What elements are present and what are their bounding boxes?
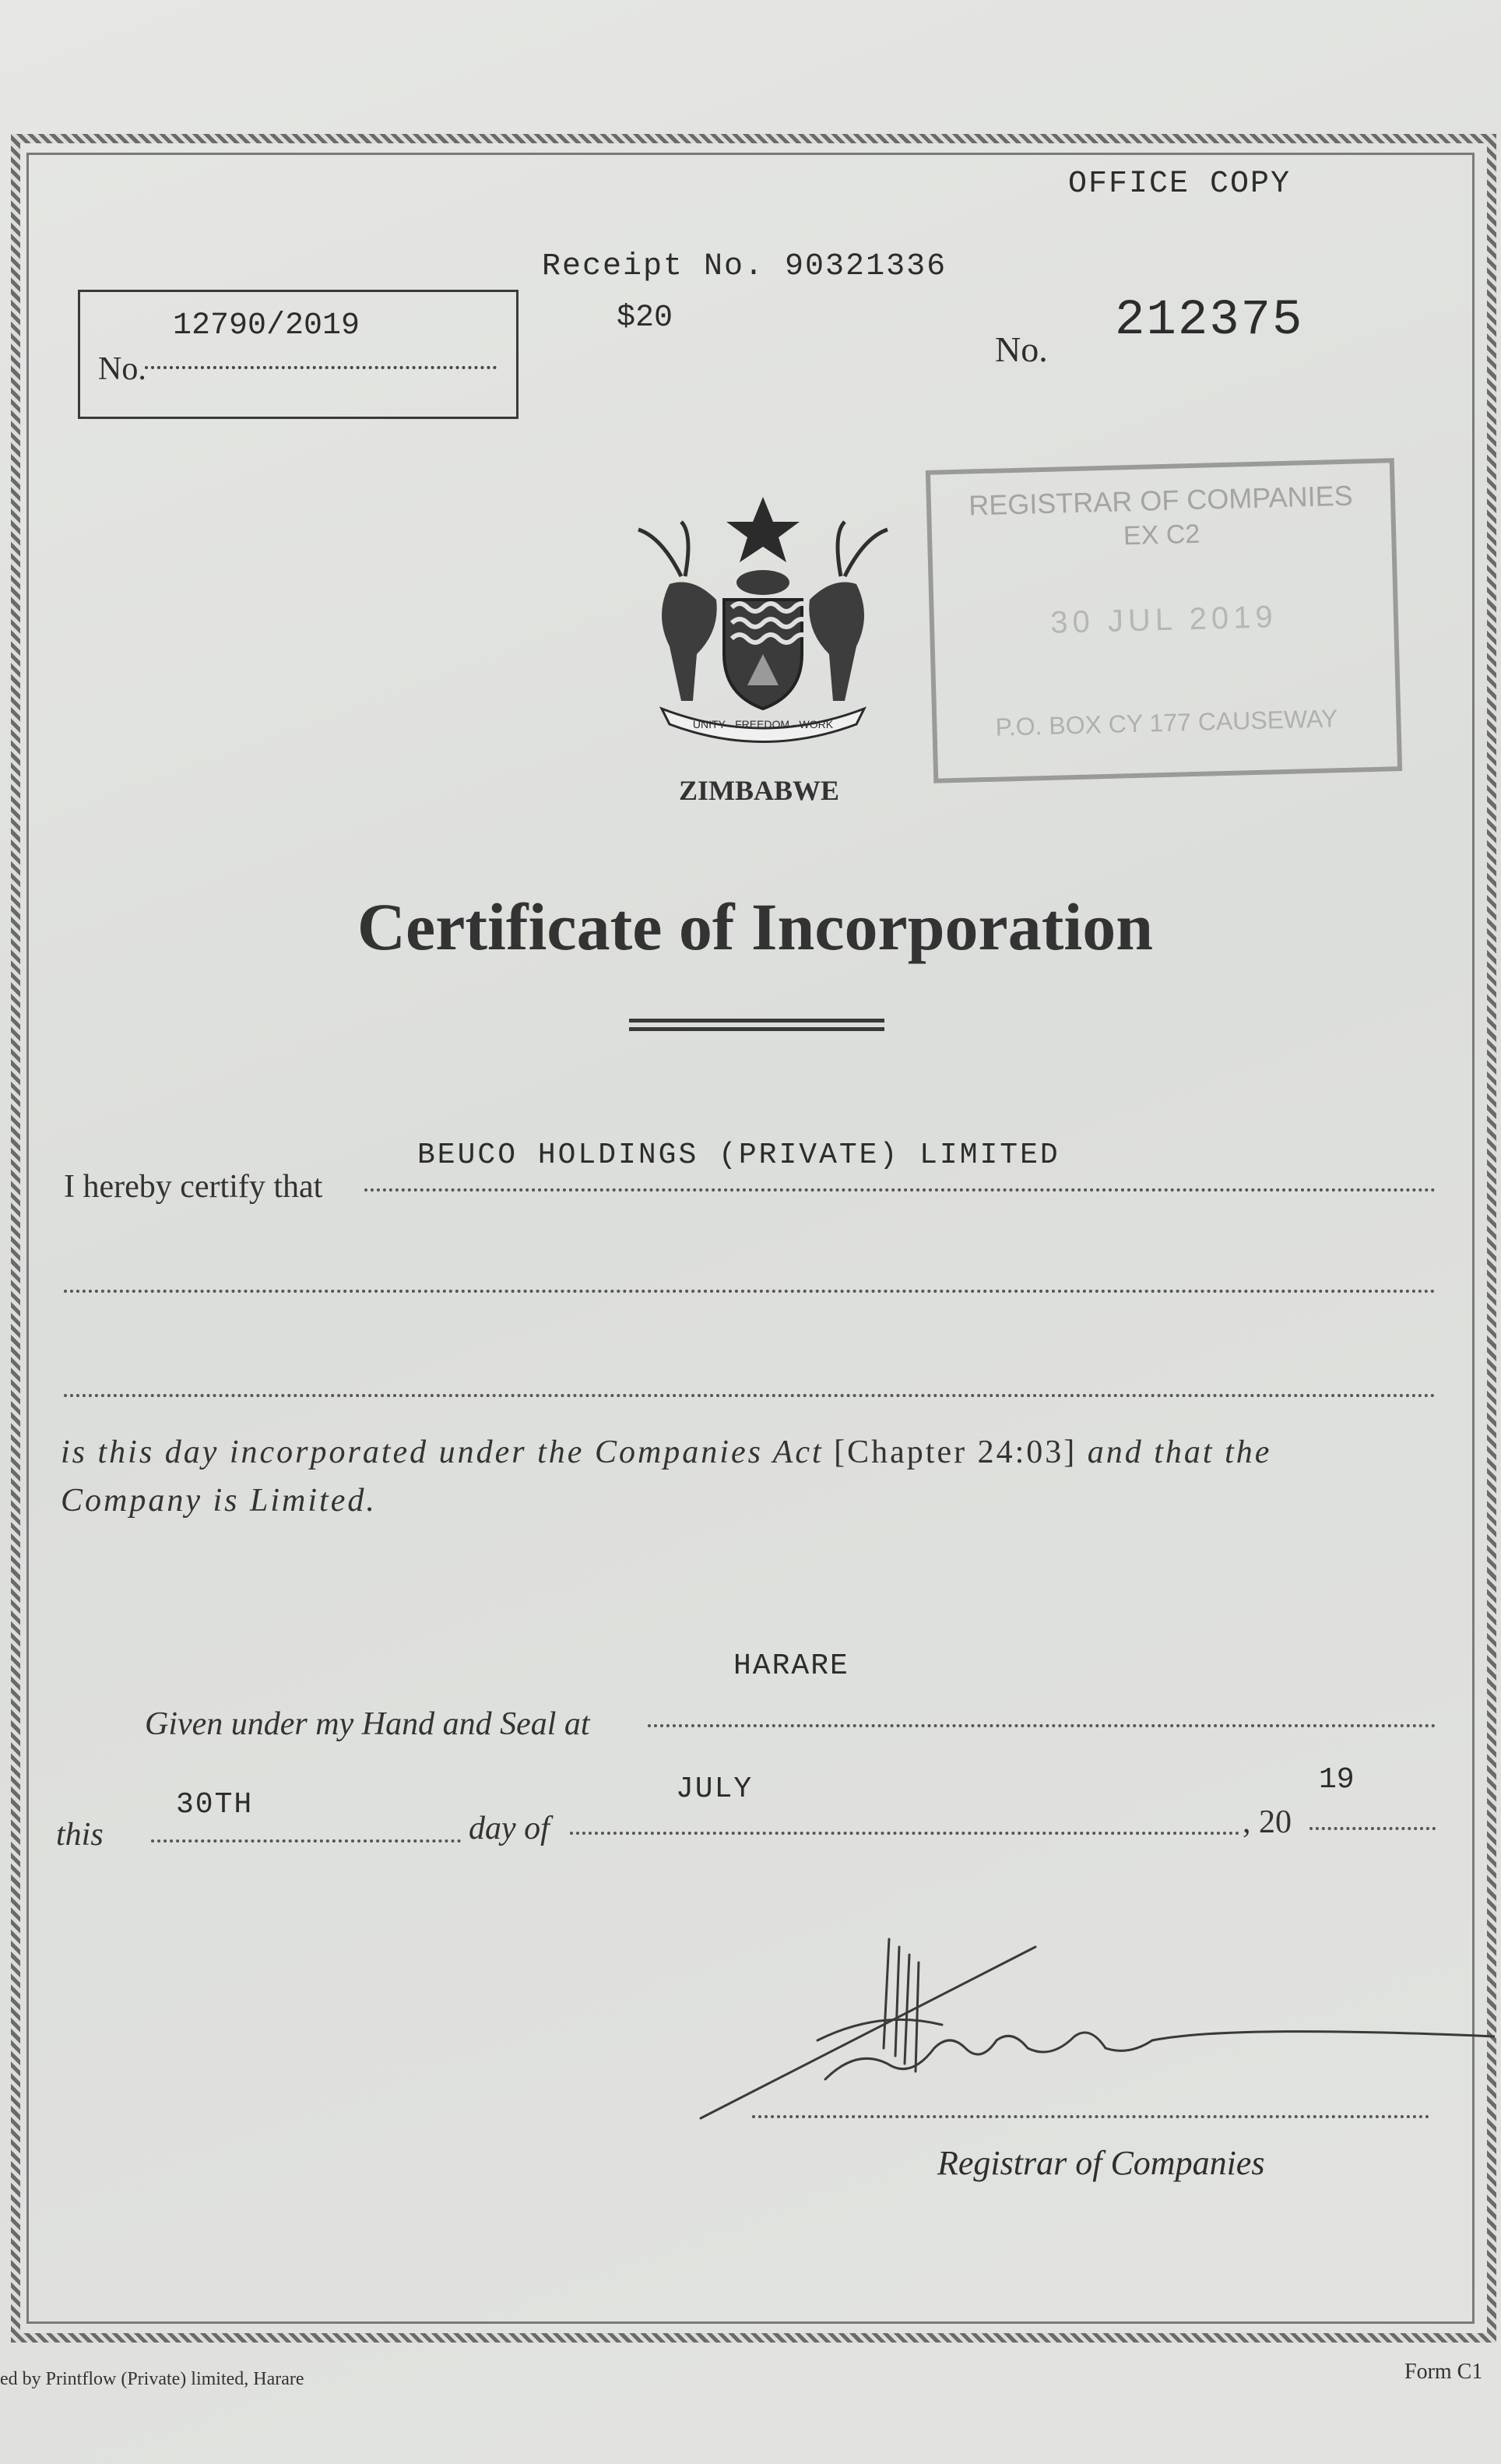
year-value: 19: [1319, 1763, 1355, 1797]
place-value: HARARE: [733, 1649, 849, 1683]
company-name: BEUCO HOLDINGS (PRIVATE) LIMITED: [417, 1139, 1060, 1172]
stamp-date: 30 JUL 2019: [1049, 600, 1278, 640]
dotted-line: [64, 1394, 1436, 1397]
registrar-stamp: [926, 458, 1402, 783]
day-of-label: day of: [469, 1811, 550, 1846]
file-number-label: No.: [98, 351, 146, 387]
given-label: Given under my Hand and Seal at: [145, 1706, 590, 1742]
day-value: 30TH: [176, 1788, 254, 1822]
certify-label: I hereby certify that: [64, 1169, 323, 1205]
dotted-line: [1309, 1827, 1436, 1830]
registration-number-label: No.: [995, 329, 1048, 369]
stamp-line: EX C2: [1123, 519, 1200, 551]
printer-credit: ed by Printflow (Private) limited, Harare: [0, 2369, 304, 2389]
this-label: this: [56, 1817, 104, 1853]
fee-amount: $20: [617, 301, 673, 336]
title-underline: [629, 1019, 884, 1031]
office-copy-label: OFFICE COPY: [1068, 167, 1292, 202]
certificate-title: Certificate of Incorporation: [357, 889, 1154, 964]
coat-of-arms-icon: [607, 491, 919, 748]
form-number: Form C1: [1404, 2360, 1483, 2384]
dotted-line: [145, 366, 497, 369]
dotted-line: [648, 1724, 1436, 1727]
coat-motto: UNITY - FREEDOM - WORK: [692, 718, 834, 730]
dotted-line: [64, 1290, 1436, 1293]
dotted-line: [151, 1839, 461, 1843]
registrar-signature: [685, 1931, 1495, 2165]
incorporation-text-tail: and that the Company is Limited.: [61, 1434, 1272, 1519]
dotted-line: [570, 1832, 1239, 1835]
act-reference: [Chapter 24:03]: [834, 1434, 1077, 1470]
stamp-address: P.O. BOX CY 177 CAUSEWAY: [995, 704, 1338, 741]
stamp-line: REGISTRAR OF COMPANIES: [968, 479, 1354, 522]
receipt-number: Receipt No. 90321336: [542, 249, 947, 284]
country-name: ZIMBABWE: [678, 775, 840, 806]
year-prefix: , 20: [1243, 1804, 1292, 1840]
incorporation-statement: [61, 1428, 1384, 1525]
signature-line: [752, 2115, 1429, 2118]
dotted-line: [364, 1188, 1436, 1192]
file-number: 12790/2019: [173, 308, 360, 343]
registration-number: 212375: [1115, 293, 1304, 349]
month-value: JULY: [676, 1772, 754, 1806]
registrar-title: Registrar of Companies: [937, 2144, 1265, 2182]
incorporation-text: is this day incorporated under the Companies Act: [61, 1434, 824, 1470]
